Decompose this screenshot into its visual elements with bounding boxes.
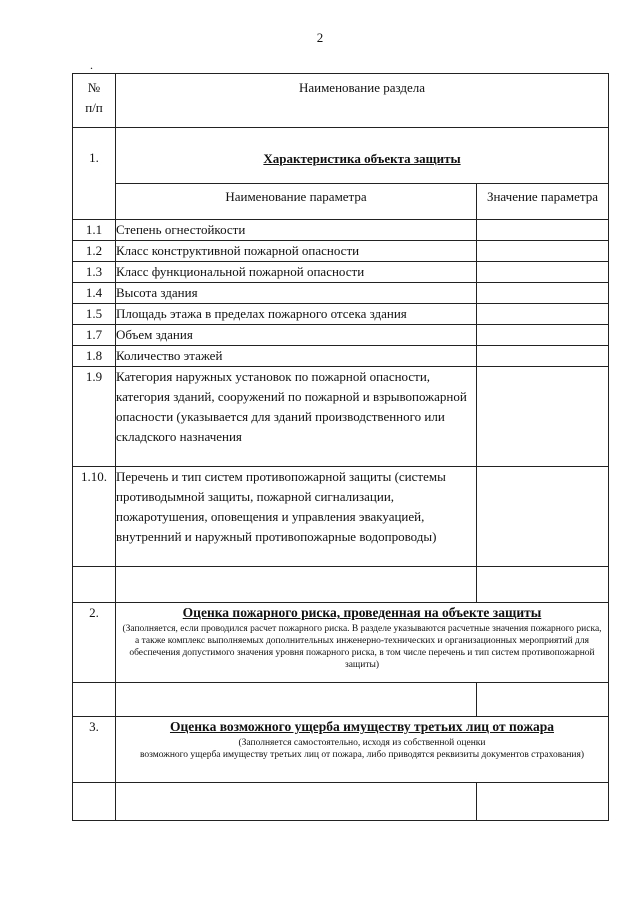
section3-note-line2: возможного ущерба имуществу третьих лиц от пожара, либо приводятся реквизиты документов страхования) xyxy=(139,750,585,760)
spacer-cell xyxy=(116,683,477,717)
row-param: Класс конструктивной пожарной опасности xyxy=(116,241,477,262)
spacer-cell xyxy=(73,567,116,603)
section1-title: Характеристика объекта защиты xyxy=(116,128,609,184)
section2-content xyxy=(116,603,609,683)
row-num: 1.3 xyxy=(73,262,116,283)
stray-dot: . xyxy=(90,58,93,72)
row-value[interactable] xyxy=(477,367,609,467)
row-value[interactable] xyxy=(477,304,609,325)
fire-safety-form-table xyxy=(72,73,609,821)
col-num-header xyxy=(73,74,116,128)
table-row xyxy=(73,304,609,325)
row-value[interactable] xyxy=(477,467,609,567)
spacer-cell xyxy=(477,683,609,717)
spacer-cell xyxy=(116,567,477,603)
table-row xyxy=(73,367,609,467)
row-value[interactable] xyxy=(477,346,609,367)
row-param: Перечень и тип систем противопожарной защиты (системы противодымной защиты, пожарной сигнализации, пожаротушения, оповещения и управления эвакуацией, внутренний и наружный противопожарные водопроводы) xyxy=(116,467,477,567)
section3-note-line1: (Заполняется самостоятельно, исходя из собственной оценки xyxy=(238,738,486,748)
section1-subheader-row xyxy=(73,184,609,220)
row-num: 1.1 xyxy=(73,220,116,241)
table-row xyxy=(73,467,609,567)
row-value[interactable] xyxy=(477,283,609,304)
table-row xyxy=(73,346,609,367)
row-value[interactable] xyxy=(477,241,609,262)
row-param: Площадь этажа в пределах пожарного отсека здания xyxy=(116,304,477,325)
table-row xyxy=(73,325,609,346)
row-param: Класс функциональной пожарной опасности xyxy=(116,262,477,283)
section2-number: 2. xyxy=(73,603,116,683)
section2-title: Оценка пожарного риска, проведенная на объекте защиты xyxy=(182,605,542,620)
row-num: 1.7 xyxy=(73,325,116,346)
spacer-row xyxy=(73,683,609,717)
section3-row xyxy=(73,717,609,783)
value-header: Значение параметра xyxy=(477,184,609,220)
row-value[interactable] xyxy=(477,262,609,283)
table-header-row xyxy=(73,74,609,128)
row-num: 1.5 xyxy=(73,304,116,325)
spacer-cell xyxy=(73,683,116,717)
spacer-cell xyxy=(116,783,477,821)
row-param: Степень огнестойкости xyxy=(116,220,477,241)
section1-number: 1. xyxy=(73,128,116,220)
section3-number: 3. xyxy=(73,717,116,783)
spacer-cell xyxy=(73,783,116,821)
spacer-row xyxy=(73,783,609,821)
row-param: Объем здания xyxy=(116,325,477,346)
table-row xyxy=(73,262,609,283)
param-header: Наименование параметра xyxy=(116,184,477,220)
row-num: 1.4 xyxy=(73,283,116,304)
col-num-label: № п/п xyxy=(85,80,103,115)
row-num: 1.10. xyxy=(73,467,116,567)
section2-note: (Заполняется, если проводился расчет пожарного риска. В разделе указываются расчетные значения пожарного риска, а также комплекс выполняемых дополнительных инженерно-технических и организационных мероприятий для обеспечения допустимого значения уровня пожарного риска, в том числе перечень и тип систем противопожарной защиты) xyxy=(122,624,602,670)
table-row xyxy=(73,220,609,241)
section2-row xyxy=(73,603,609,683)
row-value[interactable] xyxy=(477,325,609,346)
section1-title-row xyxy=(73,128,609,184)
row-value[interactable] xyxy=(477,220,609,241)
section3-title: Оценка возможного ущерба имуществу третьих лиц от пожара xyxy=(169,719,555,734)
row-param: Количество этажей xyxy=(116,346,477,367)
table-row xyxy=(73,283,609,304)
row-param: Категория наружных установок по пожарной опасности, категория зданий, сооружений по пожарной и взрывопожарной опасности (указывается для зданий производственного или складского назначения xyxy=(116,367,477,467)
spacer-cell xyxy=(477,567,609,603)
row-param: Высота здания xyxy=(116,283,477,304)
page-number: 2 xyxy=(316,30,324,45)
col-name-header: Наименование раздела xyxy=(116,74,609,128)
spacer-cell xyxy=(477,783,609,821)
row-num: 1.9 xyxy=(73,367,116,467)
section3-content xyxy=(116,717,609,783)
spacer-row xyxy=(73,567,609,603)
row-num: 1.2 xyxy=(73,241,116,262)
table-row xyxy=(73,241,609,262)
row-num: 1.8 xyxy=(73,346,116,367)
